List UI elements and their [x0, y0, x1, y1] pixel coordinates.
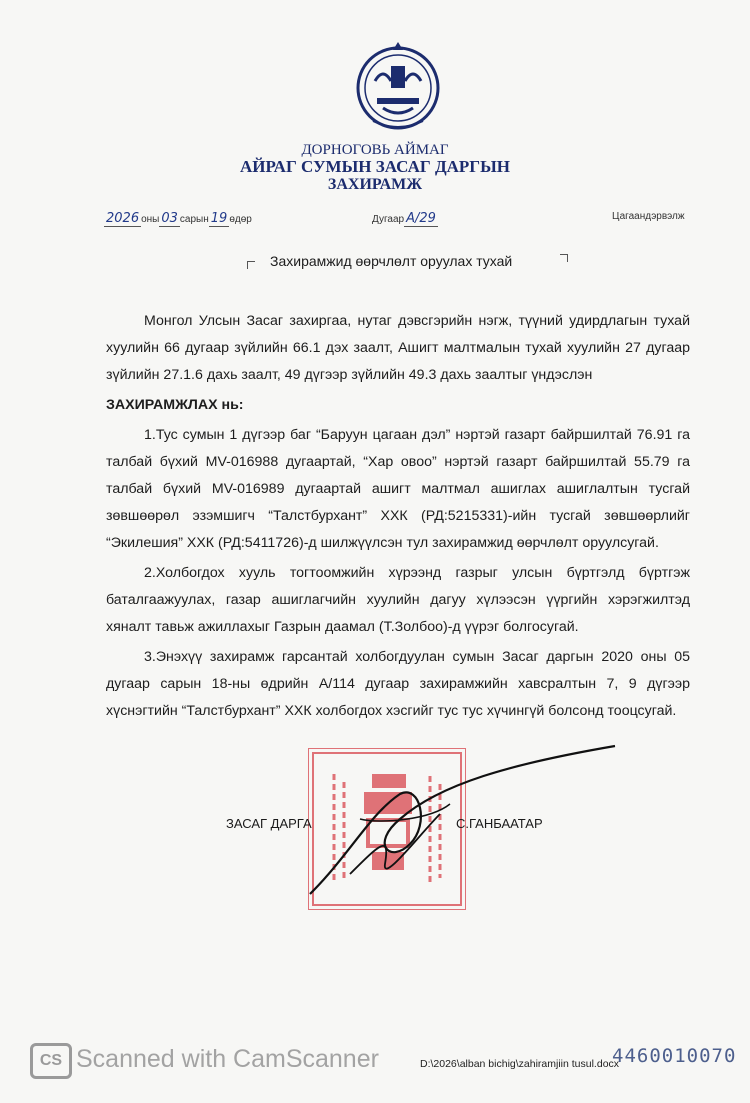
stamped-number: 4460010070: [612, 1045, 737, 1067]
signatory-name: С.ГАНБААТАР: [456, 816, 543, 831]
date-line: [104, 211, 252, 226]
document-body: [106, 308, 690, 728]
document-number: [372, 211, 438, 226]
subject-corner-left: [247, 261, 255, 269]
state-emblem-icon: [353, 36, 443, 136]
intro-text: Монгол Улсын Засаг захиргаа, нутаг дэвсгэрийн нэгж, түүний удирдлагын тухай хуулийн 66 дугаар зүйлийн 66.1 дэх заалт, Ашигт малтмалын тухай хуулийн 27 дугаар зүйлийн 27.1.6 дахь заалт, 49 дүгээр зүйлийн 49.3 дахь заалтыг үндэслэн: [106, 313, 690, 383]
date-month: 03: [161, 211, 178, 226]
order-word: ЗАХИРАМЖЛАХ нь:: [106, 397, 244, 413]
issue-place: Цагаандэрвэлж: [612, 211, 685, 222]
body-item-1: 1.Тус сумын 1 дүгээр баг “Баруун цагаан дэл” нэртэй газарт байршилтай 76.91 га талбай бүхий MV-016988 дугаартай, “Хар овоо” нэртэй газарт байршилтай 55.79 га талбай бүхий MV-016989 дугаартай ашигт малтмал ашиглах ашиглалтын тусгай зөвшөөрөл эзэмшигч “Талстбурхант” ХХК (РД:5215331)-ийн тусгай зөвшөөрлийг “Экилешия” ХХК (РД:5411726)-д шилжүүлсэн тул захирамжид өөрчлөлт оруулсугай.: [106, 427, 690, 551]
province-title: ДОРНОГОВЬ АЙМАГ: [301, 142, 449, 158]
signatory-position: ЗАСАГ ДАРГА: [226, 816, 312, 831]
number-value: А/29: [406, 211, 436, 226]
date-year-suffix: оны: [141, 214, 160, 225]
number-label: Дугаар: [372, 214, 405, 225]
subject-corner-right: [560, 254, 568, 262]
date-year: 2026: [106, 211, 140, 226]
scanner-watermark: Scanned with CamScanner: [76, 1045, 379, 1073]
date-month-suffix: сарын: [179, 214, 209, 225]
handwritten-signature: [290, 724, 620, 924]
document-subject: Захирамжид өөрчлөлт оруулах тухай: [270, 253, 513, 269]
camscanner-logo-icon: CS: [30, 1043, 72, 1079]
body-item-3: 3.Энэхүү захирамж гарсантай холбогдуулан сумын Засаг даргын 2020 оны 05 дугаар сарын 18-ны өдрийн А/114 дугаар захирамжийн хавсралтын 7, 9 дүгээр хүснэгтийн “Талстбурхант” ХХК холбогдох хэсгийг тус тус хүчингүй болсонд тооцсугай.: [106, 649, 690, 719]
body-item-2: 2.Холбогдох хууль тогтоомжийн хүрээнд газрыг улсын бүртгэлд бүртгэж баталгаажуулах, газар ашиглагчийн хуулийн дагуу хүлээсэн үүргийн хэрэгжилтэд хяналт тавьж ажиллахыг Газрын даамал (Т.Золбоо)-д үүрэг болгосугай.: [106, 565, 690, 635]
document-type-title: ЗАХИРАМЖ: [327, 176, 423, 193]
body-intro: [106, 308, 690, 389]
body-order-word: [106, 392, 690, 419]
office-title: АЙРАГ СУМЫН ЗАСАГ ДАРГЫН: [239, 157, 511, 176]
date-day-suffix: өдөр: [229, 214, 252, 225]
date-day: 19: [210, 211, 228, 226]
file-path: D:\2026\alban bichig\zahiramjiin tusul.docx: [420, 1058, 620, 1070]
